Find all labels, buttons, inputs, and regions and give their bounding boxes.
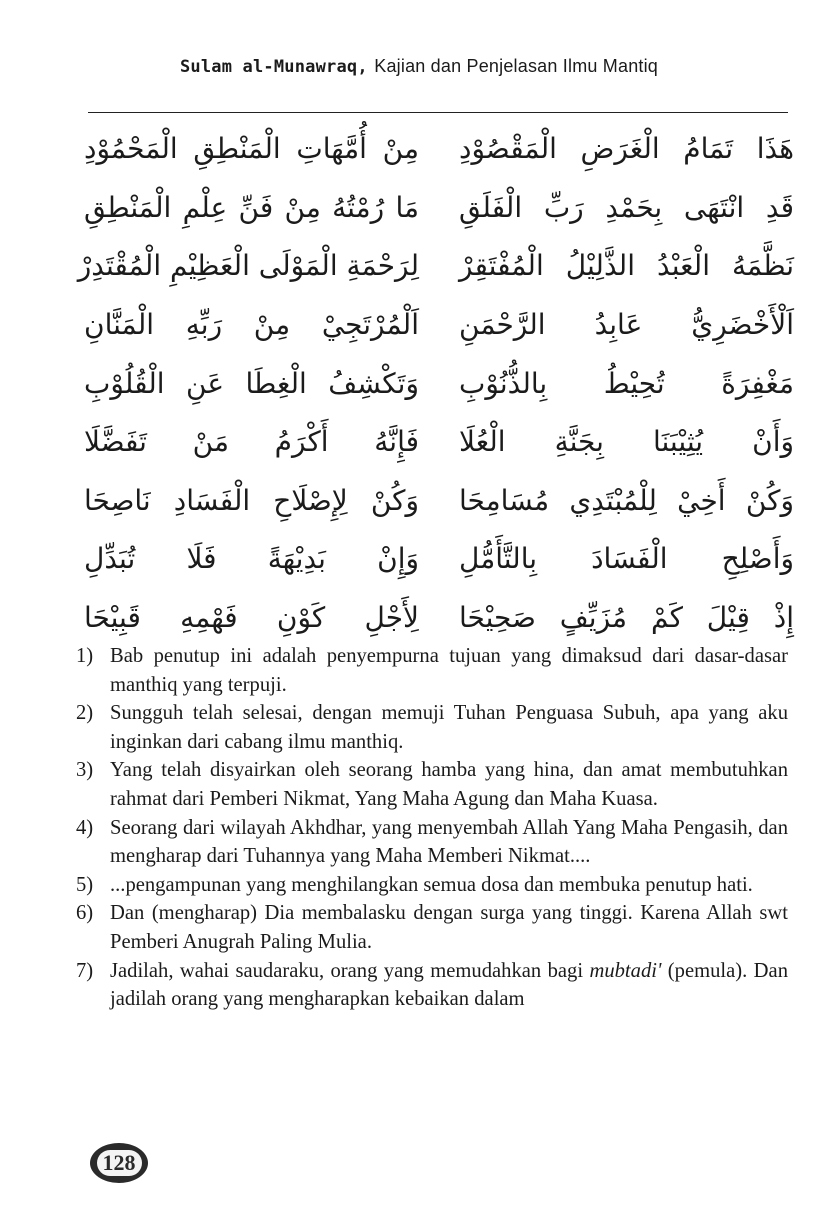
verse-row: [77, 237, 794, 296]
verse-right-hemistich: نَظَّمَهُ الْعَبْدُ الذَّلِيْلُ الْمُفْتَقِرْ: [459, 249, 794, 283]
verse-right-hemistich: مَغْفِرَةً تُحِيْطُ بِالذُّنُوْبِ: [459, 366, 794, 400]
verse-row: [84, 530, 794, 589]
translation-number: 4): [76, 816, 94, 839]
verse-row: [84, 296, 794, 355]
translation-number: 3): [76, 759, 94, 782]
header-title-mono: Sulam al-Munawraq,: [179, 57, 368, 77]
verse-row: [84, 413, 794, 472]
translation-item: [76, 699, 788, 756]
translation-number: 6): [76, 902, 94, 925]
translation-list: [76, 642, 788, 1014]
verse-right-hemistich: هَذَا تَمَامُ الْغَرَضِ الْمَقْصُوْدِ: [459, 132, 794, 166]
verse-row: [84, 120, 794, 179]
translation-text-part: Jadilah, wahai saudaraku, orang yang memudahkan bagi: [110, 959, 590, 982]
verse-left-hemistich: فَإِنَّهُ أَكْرَمُ مَنْ تَفَضَّلَا: [84, 425, 419, 459]
verse-right-hemistich: قَدِ انْتَهَى بِحَمْدِ رَبِّ الْفَلَقِ: [459, 190, 794, 224]
page-number-badge: [90, 1143, 148, 1183]
translation-item: [76, 899, 788, 956]
translation-number: 1): [76, 645, 94, 667]
verse-left-hemistich: وَإِنْ بَدِيْهَةً فَلَا تُبَدِّلِ: [84, 542, 419, 576]
verse-row: [84, 589, 794, 648]
translation-item: [76, 871, 788, 900]
verse-left-hemistich: لِرَحْمَةِ الْمَوْلَى الْعَظِيْمِ الْمُقْتَدِرْ: [77, 249, 419, 283]
verse-left-hemistich: اَلْمُرْتَجِيْ مِنْ رَبِّهِ الْمَنَّانِ: [84, 308, 419, 342]
verse-left-hemistich: وَكُنْ لِإِصْلَاحِ الْفَسَادِ نَاصِحَا: [84, 483, 419, 517]
translation-text: Bab penutup ini adalah penyempurna tujuan yang dimaksud dari dasar-dasar manthiq yang terpuji.: [110, 645, 788, 696]
header-title-rest: Kajian dan Penjelasan Ilmu Mantiq: [374, 56, 659, 76]
translation-item: [76, 756, 788, 813]
header-rule: [88, 112, 788, 113]
verse-left-hemistich: وَتَكْشِفُ الْغِطَا عَنِ الْقُلُوْبِ: [84, 366, 419, 400]
verse-right-hemistich: وَأَنْ يُثِيْبَنَا بِجَنَّةِ الْعُلَا: [459, 425, 794, 459]
verse-right-hemistich: إِذْ قِيْلَ كَمْ مُزَيِّفٍ صَحِيْحَا: [459, 601, 794, 635]
verse-right-hemistich: اَلْأَخْضَرِيُّ عَابِدُ الرَّحْمَنِ: [459, 308, 794, 342]
verse-row: [84, 472, 794, 531]
verse-row: [84, 179, 794, 238]
translation-text: Dan (mengharap) Dia membalasku dengan surga yang tinggi. Karena Allah swt Pemberi Anugrah Paling Mulia.: [110, 902, 788, 953]
translation-number: 5): [76, 873, 94, 896]
translation-text: ...pengampunan yang menghilangkan semua dosa dan membuka penutup hati.: [110, 873, 753, 896]
running-header: [0, 56, 838, 77]
translation-number: 2): [76, 702, 94, 725]
arabic-verses: [77, 120, 794, 647]
translation-text: Yang telah disyairkan oleh seorang hamba yang hina, dan amat membutuhkan rahmat dari Pemberi Nikmat, Yang Maha Agung dan Maha Kuasa.: [110, 759, 788, 810]
verse-left-hemistich: مَا رُمْتُهُ مِنْ فَنِّ عِلْمِ الْمَنْطِقِ: [84, 190, 419, 224]
page-number: 128: [97, 1150, 142, 1176]
translation-text-part: (pemula). Dan jadilah orang yang mengharapkan kebaikan dalam: [110, 959, 788, 1011]
translation-item: [76, 642, 788, 699]
translation-text: [110, 957, 788, 1014]
translation-item: [76, 814, 788, 871]
verse-row: [84, 354, 794, 413]
verse-left-hemistich: لِأَجْلِ كَوْنِ فَهْمِهِ قَبِيْحَا: [84, 601, 419, 635]
translation-number: 7): [76, 959, 94, 982]
translation-text: Seorang dari wilayah Akhdhar, yang menyembah Allah Yang Maha Pengasih, dan mengharap dari Tuhannya yang Maha Memberi Nikmat....: [110, 816, 788, 868]
italic-term: mubtadi': [589, 959, 662, 982]
translation-item: [76, 957, 788, 1014]
verse-right-hemistich: وَأَصْلِحِ الْفَسَادَ بِالتَّأَمُّلِ: [459, 542, 794, 576]
verse-right-hemistich: وَكُنْ أَخِيْ لِلْمُبْتَدِي مُسَامِحَا: [459, 483, 794, 517]
translation-text: Sungguh telah selesai, dengan memuji Tuhan Penguasa Subuh, apa yang aku inginkan dari cabang ilmu manthiq.: [110, 702, 788, 753]
verse-left-hemistich: مِنْ أُمَّهَاتِ الْمَنْطِقِ الْمَحْمُوْدِ: [84, 132, 419, 166]
